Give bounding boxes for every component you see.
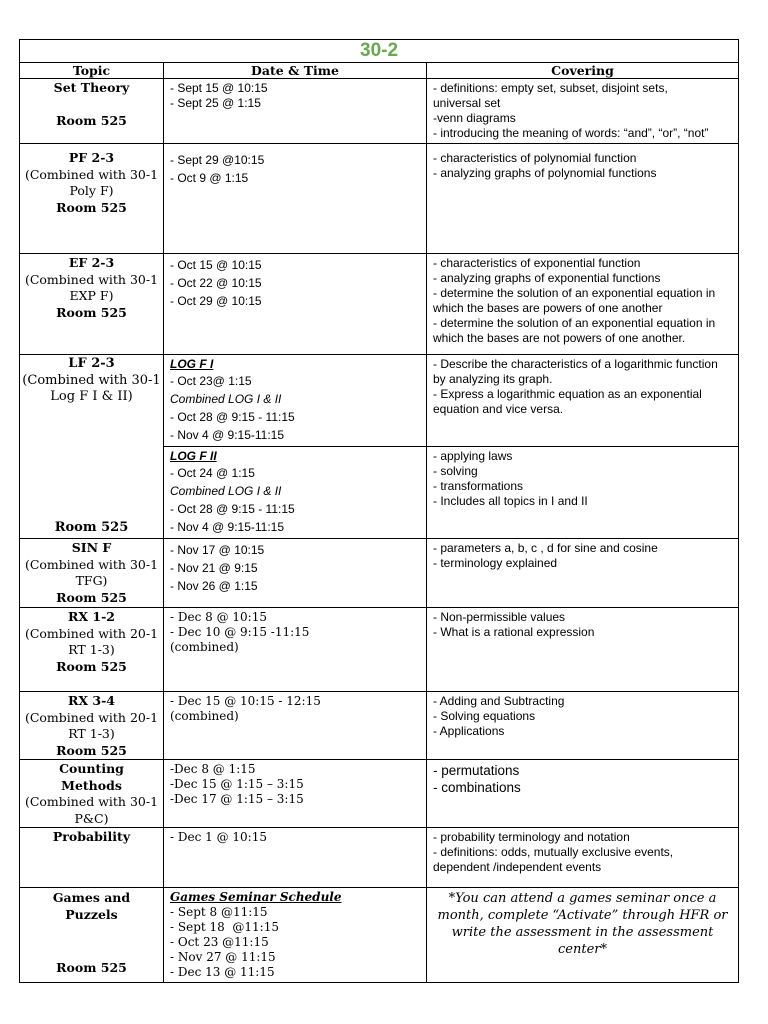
covering-line: - Describe the characteristics of a logarithmic function by analyzing its graph. [433,357,722,386]
covering-cell [427,608,739,692]
combined-note: (Combined with 30-1 Poly F) [24,166,159,198]
header-topic: Topic [20,63,164,79]
topic-name: RX 3-4 [67,693,116,708]
covering-line: - introducing the meaning of words: “and”, “or”, “not” [433,126,709,140]
covering-line: - determine the solution of an exponential equation in which the bases are not powers of one another. [433,316,719,345]
covering-line: - Non-permissible values [433,610,566,624]
room-label: Room 525 [56,658,127,674]
date-line: - Sept 25 @ 1:15 [170,96,261,110]
date-line: -Dec 17 @ 1:15 – 3:15 [170,792,304,806]
date-line: - Dec 10 @ 9:15 -11:15 [170,625,310,639]
date-line: - Nov 17 @ 10:15 [170,543,265,557]
topic-cell [20,828,164,888]
covering-cell [427,355,739,447]
date-line: - Nov 21 @ 9:15 [170,561,258,575]
topic-name: Probability [52,829,131,844]
date-line: - Sept 15 @ 10:15 [170,81,268,95]
date-line: - Oct 23 @11:15 [170,935,269,949]
topic-cell [20,692,164,760]
log-f-i-heading: LOG F I [170,357,214,371]
table-row [20,760,739,828]
room-label: Room 525 [56,199,127,215]
date-cell [164,144,427,254]
topic-name: Games and Puzzels [52,890,131,922]
covering-line: - analyzing graphs of exponential functions [433,271,661,285]
header-row [20,63,739,79]
topic-cell [20,608,164,692]
combined-note: (Combined with 20-1 RT 1-3) [24,625,159,657]
date-line: (combined) [170,640,239,654]
topic-cell [20,144,164,254]
combined-note: (Combined with 30-1 TFG) [24,556,159,588]
date-line: - Dec 1 @ 10:15 [170,830,267,844]
covering-cell [427,539,739,608]
covering-line: - permutations [433,763,520,778]
date-cell [164,355,427,447]
covering-line: - probability terminology and notation [433,830,630,844]
covering-line: - Includes all topics in I and II [433,494,588,508]
covering-line: - combinations [433,780,521,795]
date-cell [164,447,427,539]
date-line: -Dec 8 @ 1:15 [170,762,256,776]
covering-line: - characteristics of polynomial function [433,151,637,165]
table-title: 30-2 [20,40,739,63]
covering-line: - solving [433,464,478,478]
date-line: - Oct 29 @ 10:15 [170,294,262,308]
covering-line: - determine the solution of an exponential equation in which the bases are powers of one another [433,286,719,315]
date-line: - Oct 28 @ 9:15 - 11:15 [170,502,295,516]
games-seminar-heading: Games Seminar Schedule [170,890,342,904]
date-line: - Dec 15 @ 10:15 - 12:15 [170,694,321,708]
schedule-document [19,39,738,983]
date-line: - Oct 22 @ 10:15 [170,276,262,290]
topic-cell [20,79,164,144]
covering-line: -venn diagrams [433,111,516,125]
date-line: - Sept 18 @11:15 [170,920,279,934]
date-cell [164,539,427,608]
table-row [20,254,739,355]
covering-line: - definitions: empty set, subset, disjoint sets, [433,81,668,95]
covering-line: - Solving equations [433,709,536,723]
date-cell [164,254,427,355]
covering-line: - What is a rational expression [433,625,595,639]
topic-name: RX 1-2 [67,609,116,624]
covering-cell [427,79,739,144]
covering-cell [427,254,739,355]
topic-name: EF 2-3 [68,255,115,270]
topic-name: SIN F [71,540,112,555]
date-line: - Nov 4 @ 9:15-11:15 [170,428,285,442]
combined-note: (Combined with 30-1 EXP F) [24,271,159,303]
date-line: (combined) [170,709,239,723]
topic-cell [20,355,164,539]
date-cell [164,608,427,692]
covering-line: - parameters a, b, c , d for sine and cosine [433,541,658,555]
table-row [20,79,739,144]
date-line: - Oct 15 @ 10:15 [170,258,262,272]
room-label: Room 525 [56,304,127,320]
date-line: - Oct 23@ 1:15 [170,374,252,388]
date-line: - Dec 13 @ 11:15 [170,965,275,979]
date-line: - Sept 8 @11:15 [170,905,268,919]
room-label: Room 525 [56,113,127,128]
room-label: Room 525 [56,742,127,758]
date-line: - Oct 28 @ 9:15 - 11:15 [170,410,295,424]
room-label: Room 525 [56,589,127,605]
covering-line: - transformations [433,479,524,493]
room-label: Room 525 [54,519,129,535]
log-f-ii-heading: LOG F II [170,449,217,463]
combined-subheading: Combined LOG I & II [170,392,282,406]
date-line: -Dec 15 @ 1:15 – 3:15 [170,777,304,791]
topic-name: Set Theory [53,80,130,95]
covering-cell [427,144,739,254]
combined-note: (Combined with 30-1 P&C) [24,794,159,826]
games-note: *You can attend a games seminar once a month, complete “Activate” through HFR or write the assessment in the assessment center* [427,888,739,983]
topic-cell [20,539,164,608]
covering-line: - Express a logarithmic equation as an exponential equation and vice versa. [433,387,706,416]
date-cell [164,888,427,983]
date-cell [164,79,427,144]
table-row [20,355,739,447]
covering-cell [427,760,739,828]
topic-name: PF 2-3 [68,150,115,165]
header-date: Date & Time [164,63,427,79]
table-row [20,144,739,254]
topic-cell [20,888,164,983]
covering-cell [427,447,739,539]
covering-line: - Adding and Subtracting [433,694,565,708]
combined-note: (Combined with 30-1 Log F I & II) [22,372,161,404]
date-cell [164,828,427,888]
date-line: - Sept 29 @10:15 [170,153,265,167]
combined-note: (Combined with 20-1 RT 1-3) [24,709,159,741]
table-row [20,888,739,983]
table-row [20,828,739,888]
topic-name: Counting Methods [59,761,124,793]
topic-cell [20,254,164,355]
combined-subheading: Combined LOG I & II [170,484,282,498]
room-label: Room 525 [56,959,127,975]
date-line: - Nov 4 @ 9:15-11:15 [170,520,285,534]
date-line: - Nov 26 @ 1:15 [170,579,258,593]
table-row [20,608,739,692]
topic-cell [20,760,164,828]
schedule-table [19,39,739,983]
covering-line: - characteristics of exponential function [433,256,641,270]
date-cell [164,760,427,828]
covering-line: - applying laws [433,449,513,463]
date-line: - Dec 8 @ 10:15 [170,610,267,624]
covering-cell [427,828,739,888]
topic-name: LF 2-3 [68,356,115,371]
covering-line: universal set [433,96,501,110]
header-covering: Covering [427,63,739,79]
covering-cell [427,692,739,760]
date-cell [164,692,427,760]
covering-line: - terminology explained [433,556,558,570]
table-row [20,692,739,760]
covering-line: - definitions: odds, mutually exclusive events, dependent /independent events [433,845,677,874]
covering-line: - analyzing graphs of polynomial functions [433,166,657,180]
covering-line: - Applications [433,724,505,738]
table-row [20,539,739,608]
date-line: - Oct 24 @ 1:15 [170,466,255,480]
date-line: - Nov 27 @ 11:15 [170,950,276,964]
date-line: - Oct 9 @ 1:15 [170,171,249,185]
